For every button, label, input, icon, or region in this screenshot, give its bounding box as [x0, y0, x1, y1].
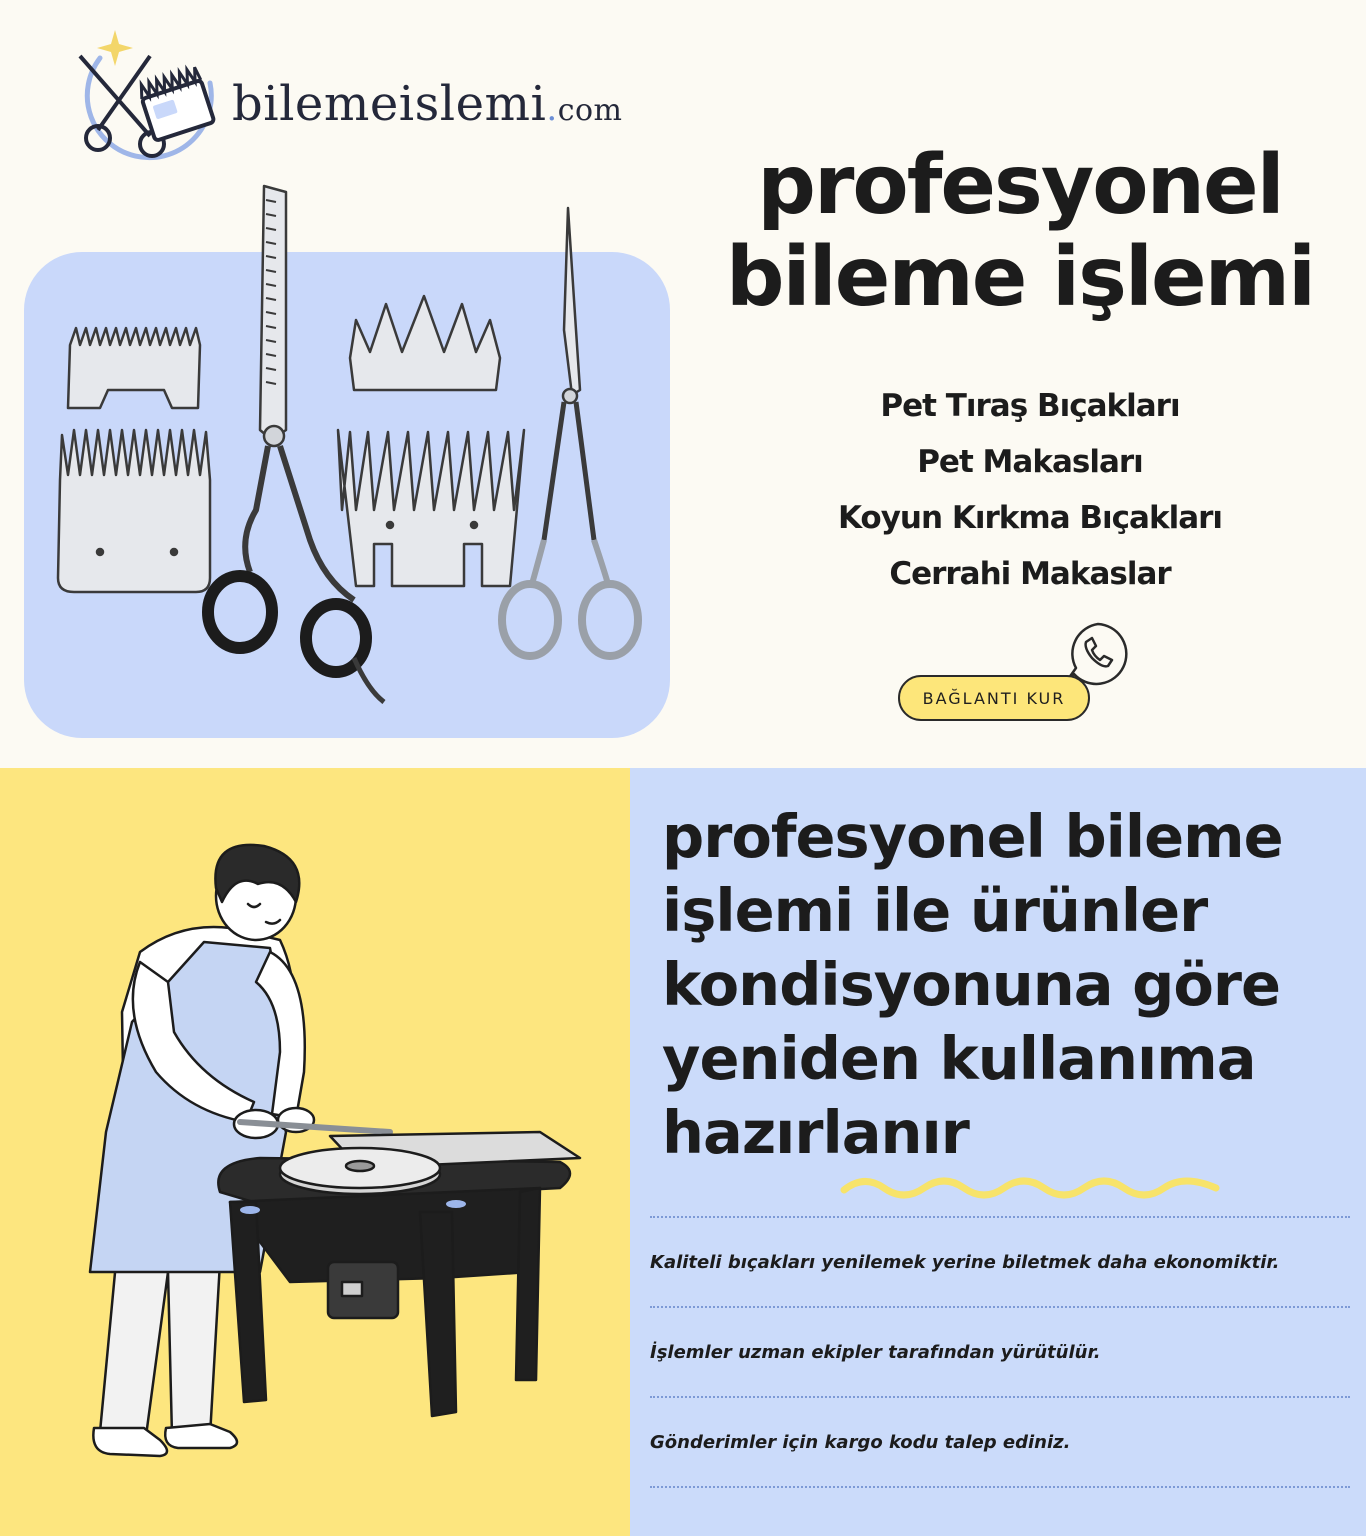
machine-leg-br — [516, 1188, 540, 1380]
service-item: Pet Makasları — [917, 444, 1143, 480]
service-item: Pet Tıraş Bıçakları — [880, 388, 1180, 424]
info-title: profesyonel bileme işlemi ile ürünler kondisyonuna göre yeniden kullanıma hazırlanır — [662, 802, 1283, 1167]
brand-tld: com — [557, 93, 623, 128]
hero-title-line1: profesyonel — [757, 138, 1283, 233]
grooming-blades-and-scissors-illustration — [24, 180, 670, 720]
feature-item: İşlemler uzman ekipler tarafından yürütülür. — [650, 1306, 1350, 1396]
scissor-ring-left — [208, 576, 272, 648]
sheep-cutter-blade — [350, 296, 500, 390]
feature-item: Gönderimler için kargo kodu talep ediniz. — [650, 1396, 1350, 1488]
hero-title — [690, 140, 1350, 324]
feature-item: Kaliteli bıçakları yenilemek yerine biletmek daha ekonomiktir. — [650, 1216, 1350, 1306]
worker-shoe-right — [165, 1424, 237, 1448]
machine-leg-fr — [420, 1212, 456, 1416]
brand-name: bilemeislemi — [232, 76, 547, 132]
scissors-and-clipper-blade-icon — [60, 18, 220, 168]
brand-dot: . — [546, 89, 558, 129]
clipper-blade-large — [58, 430, 210, 592]
brand-logo[interactable] — [60, 18, 660, 168]
sheep-comb-blade — [338, 430, 524, 586]
worker-shoe-left — [93, 1428, 167, 1456]
hero-title-line2: bileme işlemi — [725, 230, 1315, 325]
service-item: Koyun Kırkma Bıçakları — [837, 500, 1223, 536]
surgical-scissors — [564, 208, 580, 395]
clipper-blade-small — [68, 328, 200, 408]
services-list — [700, 378, 1360, 602]
brand-wordmark — [232, 76, 623, 132]
service-item: Cerrahi Makaslar — [889, 556, 1171, 592]
worker-sharpening-machine-illustration — [60, 832, 600, 1472]
worker-legs — [100, 1262, 220, 1436]
contact-button[interactable]: BAĞLANTI KUR — [898, 675, 1090, 721]
squiggle-divider — [840, 1170, 1220, 1206]
features-list — [650, 1216, 1350, 1488]
